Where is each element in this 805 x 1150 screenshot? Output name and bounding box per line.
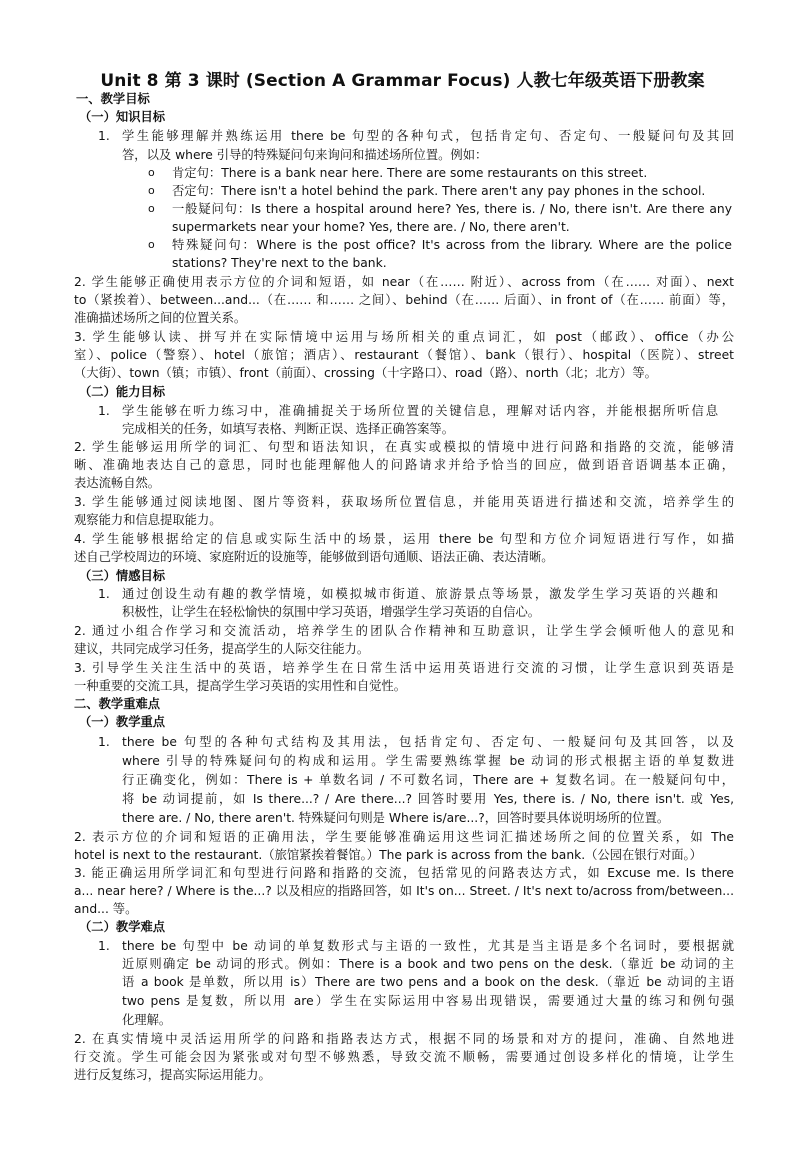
page-title: Unit 8 第 3 课时 (Section A Grammar Focus) 人教七年级英语下册教案 (100, 71, 705, 91)
text-line: 化理解。 (122, 1013, 172, 1027)
text-line: 行交流。学生可能会因为紧张或对句型不够熟悉，导致交流不顺畅，需要通过创设多样化的情境，让学生 (74, 1050, 734, 1064)
text-line: 3. 能正确运用所学词汇和句型进行问路和指路的交流，包括常见的问路表达方式，如 Excuse me. Is there (74, 866, 734, 880)
text-line: where 引导的特殊疑问句的构成和运用。学生需要熟练掌握 be 动词的形式根据主语的单复数进 (122, 754, 734, 768)
text-line: 积极性，让学生在轻松愉快的氛围中学习英语，增强学生学习英语的自信心。 (122, 605, 541, 619)
section-heading: （二）教学难点 (79, 920, 166, 934)
section-heading: （一）教学重点 (79, 715, 166, 729)
text-line: 4. 学生能够根据给定的信息或实际生活中的场景，运用 there be 句型和方位介词短语进行写作，如描 (74, 532, 734, 546)
text-line: 近原则确定 be 动词的形式。例如：There is a book and two pens on the desk.（靠近 be 动词的主 (122, 957, 734, 971)
text-line: two pens 是复数，所以用 are）学生在实际运用中容易出现错误，需要通过大量的练习和例句强 (122, 994, 734, 1008)
list-number: 1. (98, 735, 110, 749)
text-line: 3. 学生能够通过阅读地图、图片等资料，获取场所位置信息，并能用英语进行描述和交流，培养学生的 (74, 495, 734, 509)
text-line: stations? They're next to the bank. (172, 256, 387, 270)
text-line: 答，以及 where 引导的特殊疑问句来询问和描述场所位置。例如： (122, 148, 488, 162)
text-line: there be 句型中 be 动词的单复数形式与主语的一致性，尤其是当主语是多个名词时，要根据就 (122, 939, 734, 953)
bullet-marker: o (148, 166, 155, 179)
text-line: 2. 在真实情境中灵活运用所学的问路和指路表达方式，根据不同的场景和对方的提问，准确、自然地进 (74, 1032, 734, 1046)
list-number: 1. (98, 129, 110, 143)
list-number: 1. (98, 404, 110, 418)
text-line: 3. 引导学生关注生活中的英语，培养学生在日常生活中运用英语进行交流的习惯，让学生意识到英语是 (74, 661, 734, 675)
text-line: 一种重要的交流工具，提高学生学习英语的实用性和自觉性。 (74, 679, 407, 693)
text-line: 一般疑问句：Is there a hospital around here? Yes, there is. / No, there isn't. Are there any (172, 202, 732, 216)
text-line: 特殊疑问句：Where is the post office? It's across from the library. Where are the police (172, 238, 732, 252)
text-line: 2. 表示方位的介词和短语的正确用法，学生要能够准确运用这些词汇描述场所之间的位置关系，如 The (74, 830, 734, 844)
section-heading: 一、教学目标 (76, 92, 150, 106)
text-line: 完成相关的任务，如填写表格、判断正误、选择正确答案等。 (122, 422, 455, 436)
text-line: there be 句型的各种句式结构及其用法，包括肯定句、否定句、一般疑问句及其回答，以及 (122, 735, 734, 749)
text-line: 2. 学生能够正确使用表示方位的介词和短语，如 near（在…… 附近）、across from（在…… 对面）、next (74, 275, 734, 289)
text-line: （大街）、town（镇；市镇）、front（前面）、crossing（十字路口）、road（路）、north（北；北方）等。 (74, 366, 657, 380)
text-line: 观察能力和信息提取能力。 (74, 513, 222, 527)
text-line: 述自己学校周边的环境、家庭附近的设施等，能够做到语句通顺、语法正确、表达清晰。 (74, 550, 554, 564)
bullet-marker: o (148, 238, 155, 251)
text-line: 学生能够在听力练习中，准确捕捉关于场所位置的关键信息，理解对话内容，并能根据所听信息 (122, 404, 718, 418)
text-line: 室）、police（警察）、hotel（旅馆；酒店）、restaurant（餐馆）、bank（银行）、hospital（医院）、street (74, 348, 734, 362)
text-line: 表达流畅自然。 (74, 476, 161, 490)
text-line: 2. 通过小组合作学习和交流活动，培养学生的团队合作精神和互助意识，让学生学会倾听他人的意见和 (74, 624, 734, 638)
text-line: 将 be 动词提前，如 Is there...? / Are there...? 回答时要用 Yes, there is. / No, there isn't. 或 Yes, (122, 792, 734, 806)
section-heading: （一）知识目标 (79, 110, 166, 124)
text-line: to（紧挨着）、between...and...（在…… 和…… 之间）、behind（在…… 后面）、in front of（在…… 前面）等， (74, 293, 734, 307)
section-heading: （二）能力目标 (79, 385, 166, 399)
text-line: hotel is next to the restaurant.（旅馆紧挨着餐馆。）The park is across from the bank.（公园在银行对面。） (74, 848, 702, 862)
text-line: 语 a book 是单数，所以用 is）There are two pens and a book on the desk.（靠近 be 动词的主语 (122, 975, 734, 989)
text-line: 晰、准确地表达自己的意思，同时也能理解他人的问路请求并给予恰当的回应，做到语音语调基本正确， (74, 458, 734, 472)
list-number: 1. (98, 587, 110, 601)
text-line: there are. / No, there aren't. 特殊疑问句则是 Where is/are...?，回答时要具体说明场所的位置。 (122, 811, 670, 825)
text-line: 否定句：There isn't a hotel behind the park. There aren't any pay phones in the school. (172, 184, 706, 198)
text-line: 行正确变化，例如：There is + 单数名词 / 不可数名词，There are + 复数名词。在一般疑问句中， (122, 773, 734, 787)
text-line: and... 等。 (74, 902, 138, 916)
text-line: a... near here? / Where is the...? 以及相应的指路回答，如 It's on... Street. / It's next to/across from/between... (74, 884, 734, 898)
text-line: 2. 学生能够运用所学的词汇、句型和语法知识，在真实或模拟的情境中进行问路和指路的交流，能够清 (74, 440, 734, 454)
list-number: 1. (98, 939, 110, 953)
text-line: 准确描述场所之间的位置关系。 (74, 311, 247, 325)
bullet-marker: o (148, 184, 155, 197)
text-line: 进行反复练习，提高实际运用能力。 (74, 1068, 271, 1082)
text-line: supermarkets near your home? Yes, there are. / No, there aren't. (172, 220, 570, 234)
text-line: 肯定句：There is a bank near here. There are some restaurants on this street. (172, 166, 648, 180)
text-line: 3. 学生能够认读、拼写并在实际情境中运用与场所相关的重点词汇，如 post（邮政）、office（办公 (74, 330, 734, 344)
text-line: 建议，共同完成学习任务，提高学生的人际交往能力。 (74, 642, 370, 656)
text-line: 通过创设生动有趣的教学情境，如模拟城市街道、旅游景点等场景，激发学生学习英语的兴趣和 (122, 587, 718, 601)
section-heading: （三）情感目标 (79, 569, 166, 583)
bullet-marker: o (148, 202, 155, 215)
section-heading: 二、教学重难点 (74, 697, 161, 711)
text-line: 学生能够理解并熟练运用 there be 句型的各种句式，包括肯定句、否定句、一般疑问句及其回 (122, 129, 734, 143)
